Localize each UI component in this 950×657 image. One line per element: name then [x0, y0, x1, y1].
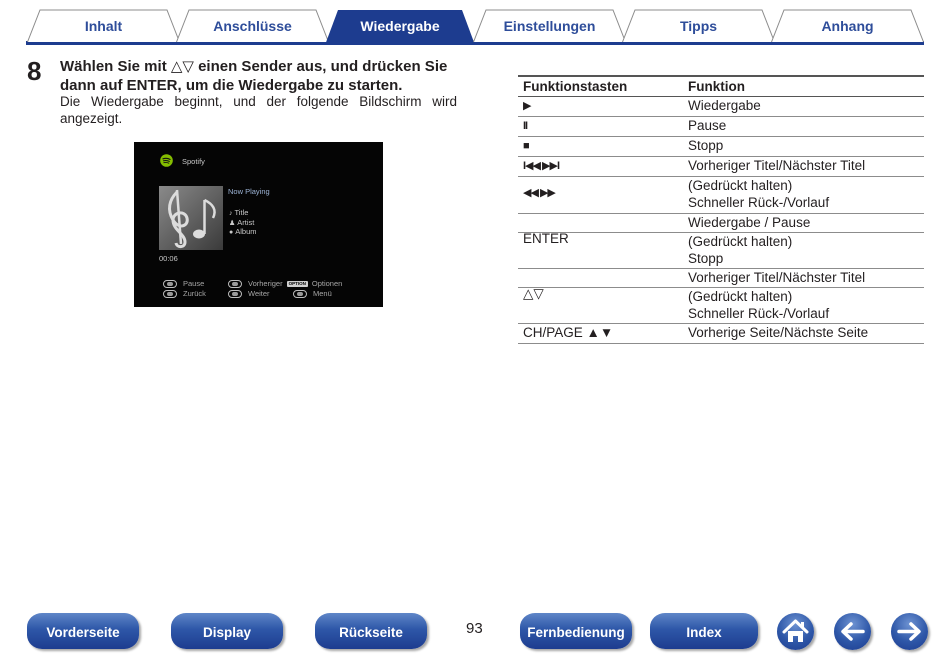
now-playing-label: Now Playing [228, 187, 270, 196]
tab-anhang[interactable] [771, 9, 924, 42]
table-header-function: Funktion [688, 79, 745, 94]
track-artist [229, 218, 254, 227]
scan-keys-icon: ◀◀ ▶▶ [523, 187, 555, 199]
skip-keys-icon: I◀◀ ▶▶I [523, 160, 560, 172]
spotify-logo-icon [160, 154, 173, 167]
table-row [518, 324, 924, 344]
home-icon [777, 613, 814, 650]
tab-wiedergabe[interactable] [325, 9, 475, 42]
table-cell-function: Pause [688, 118, 727, 133]
nav-rear-panel-button[interactable] [315, 613, 427, 649]
table-row [518, 157, 924, 177]
tab-label: Inhalt [84, 17, 123, 34]
nav-index-button[interactable] [650, 613, 758, 649]
remote-button-icon [228, 290, 242, 298]
stop-key-icon: ■ [523, 140, 529, 152]
page-number: 93 [466, 620, 483, 637]
table-cell-function [688, 269, 924, 323]
table-row [518, 97, 924, 117]
function-line: Schneller Rück-/Vorlauf [688, 195, 830, 210]
tab-tipps[interactable] [622, 9, 775, 42]
function-keys-table [518, 75, 924, 344]
table-cell-key: CH/PAGE ▲▼ [523, 325, 614, 340]
elapsed-time: 00:06 [159, 254, 178, 263]
step-description: Die Wiedergabe beginnt, und der folgende Bildschirm wird angezeigt. [60, 94, 457, 126]
control-label: Zurück [183, 289, 206, 298]
function-line: Stopp [688, 251, 724, 266]
tab-label: Anhang [821, 17, 874, 34]
track-album-text: Album [235, 227, 257, 236]
nav-button-label: Index [686, 625, 722, 640]
note-icon: ♪ [229, 210, 233, 217]
option-key-badge: OPTION [288, 280, 306, 286]
remote-button-icon [163, 280, 177, 288]
arrow-left-icon [834, 613, 871, 650]
table-row [518, 214, 924, 269]
forward-button[interactable] [891, 613, 928, 650]
home-button[interactable] [777, 613, 814, 650]
nav-front-panel-button[interactable] [27, 613, 139, 649]
arrow-right-icon [891, 613, 928, 650]
function-line: (Gedrückt halten) [518, 287, 924, 306]
control-label: Optionen [311, 279, 343, 288]
function-line: Vorheriger Titel/Nächster Titel [688, 270, 866, 285]
remote-button-icon [228, 280, 242, 288]
table-cell-function [688, 177, 829, 212]
control-pause [163, 279, 204, 288]
control-previous-options [228, 279, 342, 288]
tab-anschluesse[interactable] [176, 9, 329, 42]
remote-button-icon [293, 290, 307, 298]
control-label: Pause [183, 279, 205, 288]
pause-key-icon: II [523, 120, 528, 132]
remote-button-icon [163, 290, 177, 298]
table-header-row [518, 75, 924, 97]
control-label: Weiter [248, 289, 270, 298]
control-label: Menü [313, 289, 332, 298]
music-note-art-icon [159, 186, 223, 250]
play-key-icon: ▶ [523, 100, 531, 112]
tab-label: Anschlüsse [213, 17, 292, 34]
function-line: Schneller Rück-/Vorlauf [688, 306, 830, 321]
track-album [229, 227, 257, 236]
tab-inhalt[interactable] [27, 9, 180, 42]
service-name: Spotify [182, 157, 205, 166]
nav-button-label: Vorderseite [46, 625, 120, 640]
table-row [518, 177, 924, 214]
table-row [518, 269, 924, 324]
person-icon: ♟ [229, 220, 236, 227]
step-heading-line: Wählen Sie mit △▽ einen Sender aus, und drücken Sie [60, 58, 448, 75]
tab-label: Einstellungen [503, 17, 596, 34]
table-cell-function: Vorheriger Titel/Nächster Titel [688, 158, 866, 173]
control-label: Vorheriger [248, 279, 283, 288]
now-playing-screen [134, 142, 383, 307]
control-back [163, 289, 206, 298]
tab-einstellungen[interactable] [473, 9, 626, 42]
back-button[interactable] [834, 613, 871, 650]
nav-button-label: Display [202, 625, 252, 640]
nav-display-button[interactable] [171, 613, 283, 649]
tab-label: Tipps [679, 17, 718, 34]
track-title [229, 208, 248, 217]
function-line: Wiedergabe / Pause [688, 215, 811, 230]
function-line: (Gedrückt halten) [688, 178, 793, 193]
step-heading [60, 57, 457, 95]
table-cell-key: ENTER [523, 231, 569, 246]
nav-button-label: Rückseite [339, 625, 403, 640]
nav-button-label: Fernbedienung [527, 625, 625, 640]
track-title-text: Title [234, 208, 249, 217]
table-cell-function: Wiedergabe [688, 98, 761, 113]
table-cell-key: △▽ [523, 286, 544, 301]
table-header-keys: Funktionstasten [523, 79, 628, 94]
step-heading-line: dann auf ENTER, um die Wiedergabe zu starten. [60, 77, 403, 94]
track-artist-text: Artist [237, 218, 255, 227]
table-cell-function: Vorherige Seite/Nächste Seite [688, 325, 869, 340]
table-cell-function: Stopp [688, 138, 724, 153]
table-row [518, 117, 924, 137]
tab-label: Wiedergabe [360, 17, 440, 34]
function-line: (Gedrückt halten) [518, 232, 924, 251]
control-menu [293, 289, 332, 298]
top-tab-bar [0, 0, 950, 50]
control-next [228, 289, 270, 298]
disc-icon: ● [229, 229, 234, 236]
table-row [518, 137, 924, 157]
step-number: 8 [27, 56, 42, 86]
table-cell-function [688, 214, 924, 268]
nav-remote-control-button[interactable] [520, 613, 632, 649]
